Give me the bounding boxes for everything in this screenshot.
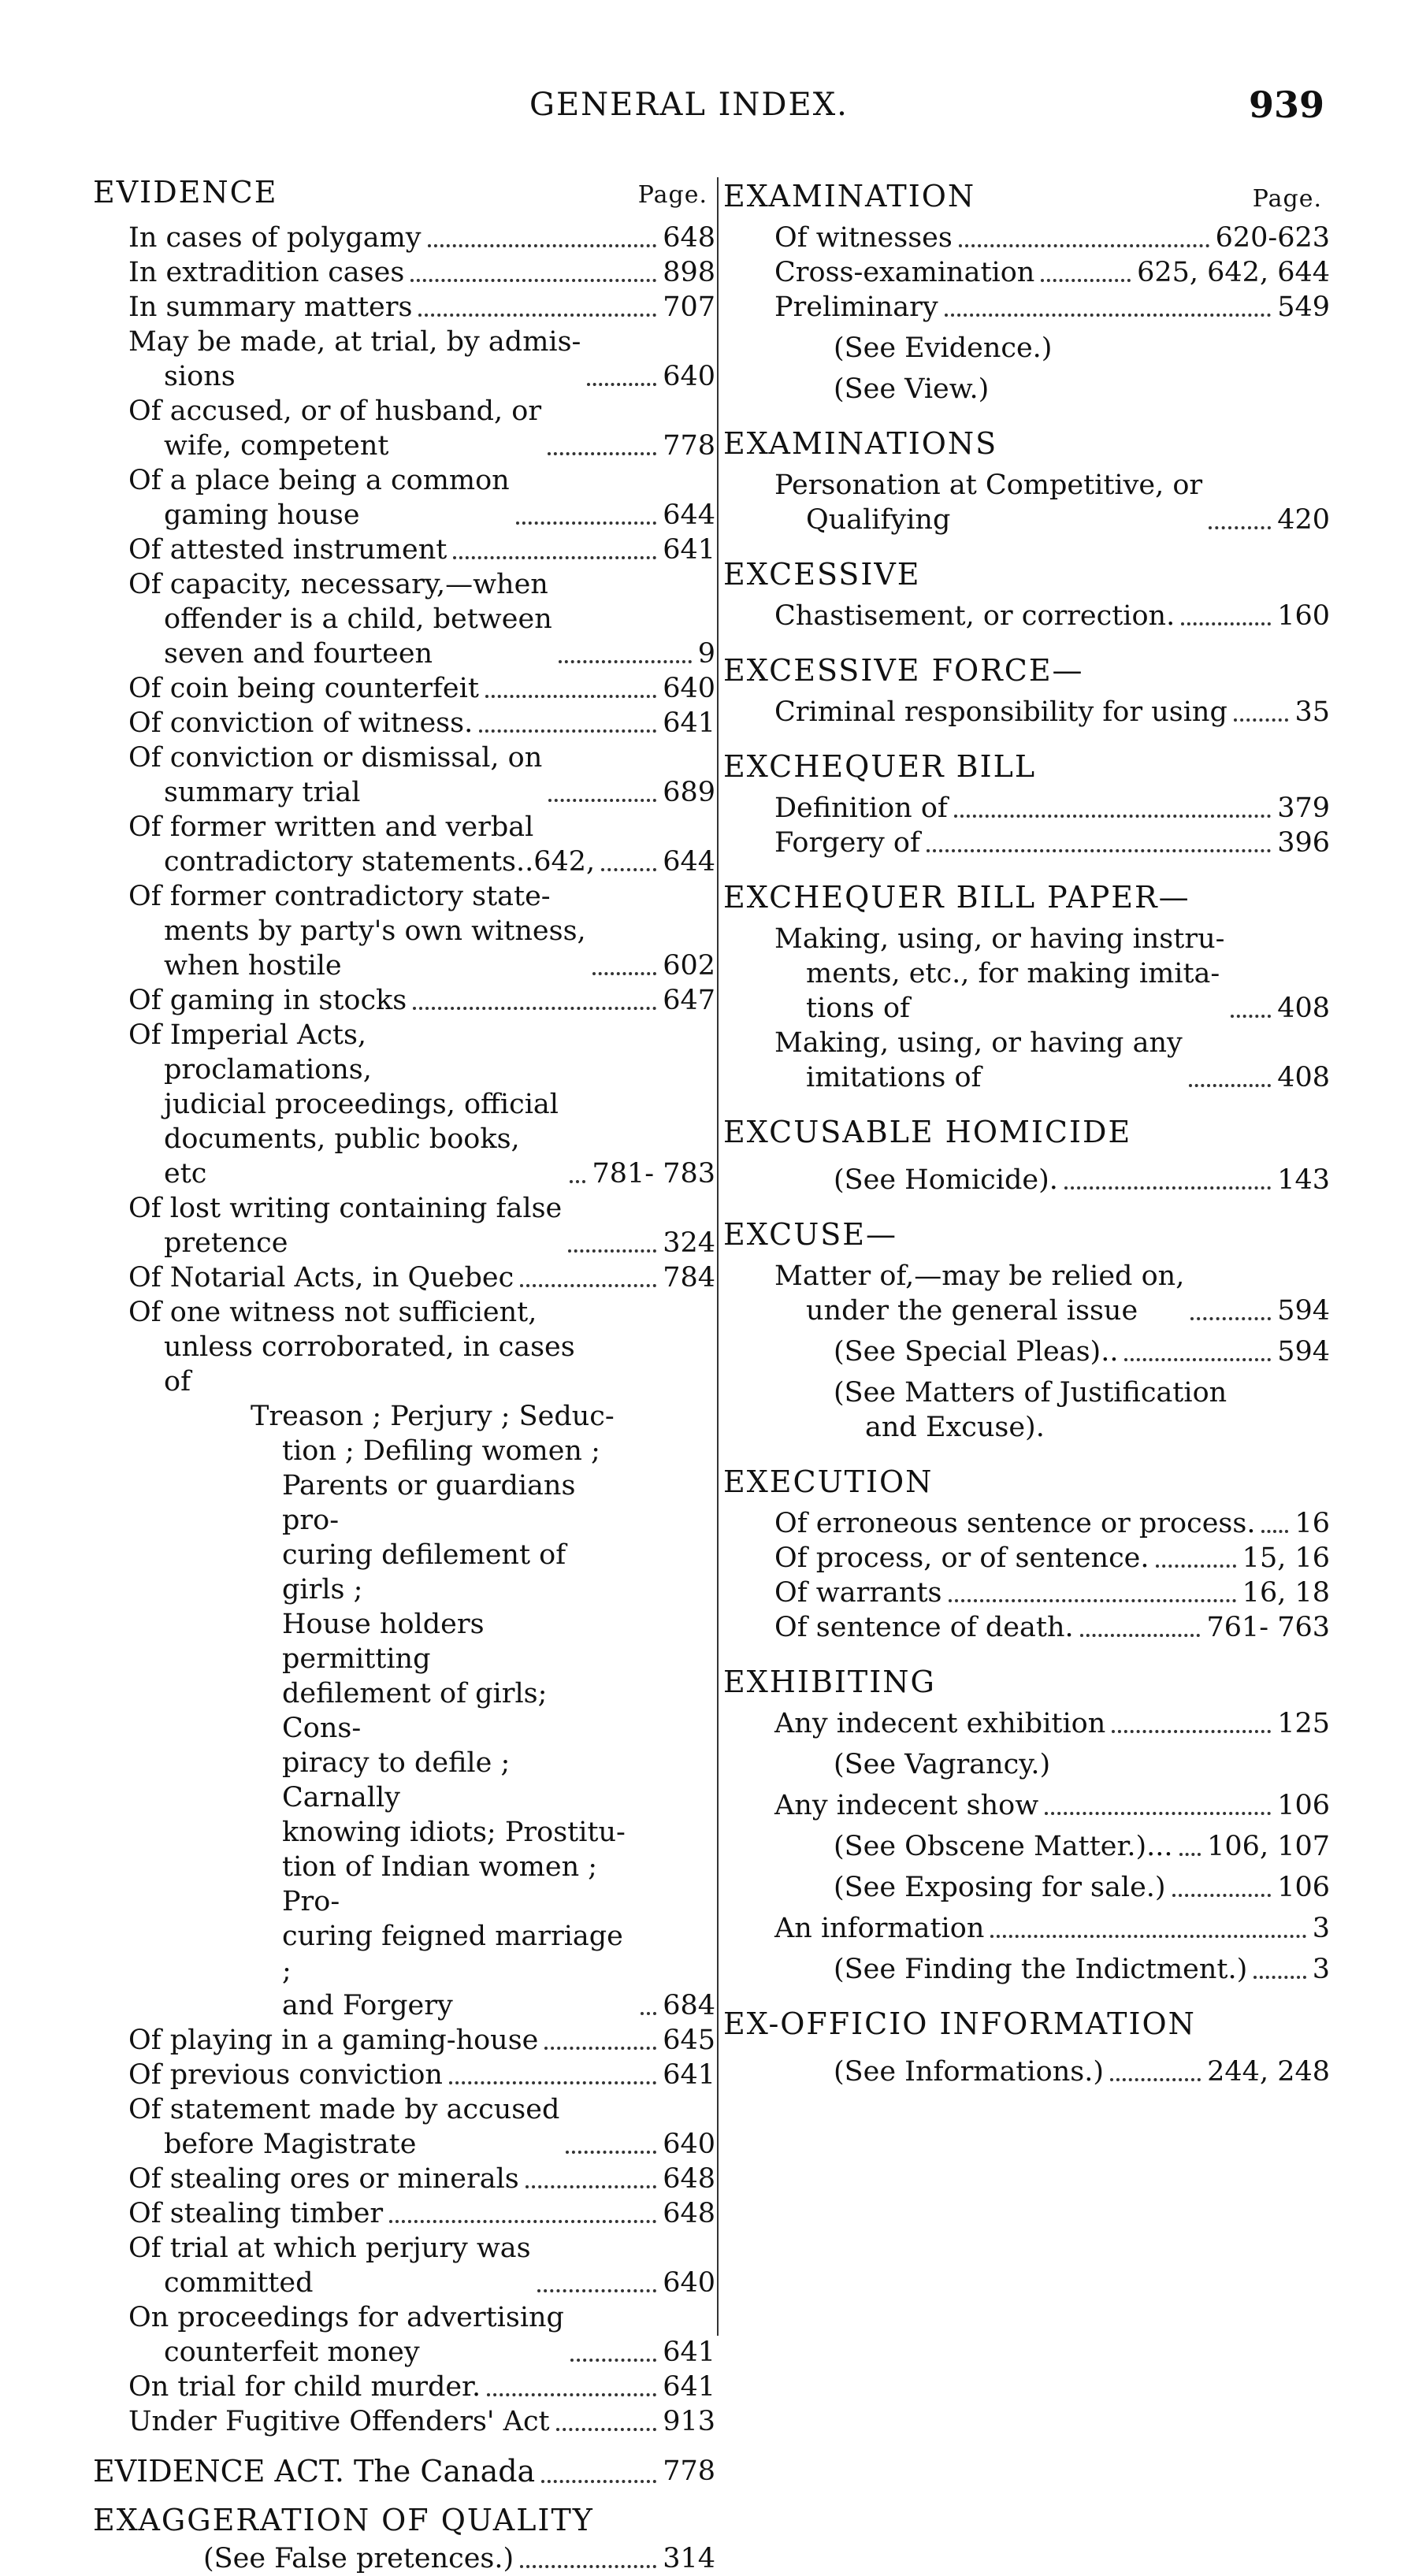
dot-leader — [1189, 1084, 1271, 1087]
entry-page: 602 — [663, 950, 715, 982]
left-entry-list — [93, 221, 715, 2439]
dot-leader — [1112, 1730, 1271, 1733]
section-heading: EXCHEQUER BILL — [723, 749, 1037, 784]
entry-page: 16, 18 — [1242, 1577, 1330, 1609]
index-section — [723, 745, 1330, 860]
index-section — [723, 649, 1330, 729]
index-entry — [723, 221, 1330, 255]
entry-text: Of warrants — [774, 1577, 942, 1609]
index-section — [723, 1661, 1330, 1987]
entry-text: Of one witness not sufficient, unless corroborated, in cases of — [128, 1297, 575, 1397]
entry-page: 625, 642, 644 — [1137, 257, 1330, 288]
entry-text: Of accused, or of husband, or wife, competent — [128, 395, 542, 462]
entry-text: (See False pretences.) — [203, 2543, 514, 2574]
entry-text: On trial for child murder. — [128, 2371, 481, 2403]
section-heading-row — [723, 1461, 1330, 1506]
section-heading: EXAMINATIONS — [723, 426, 998, 461]
index-entry — [723, 826, 1330, 860]
index-entry — [93, 325, 715, 394]
entry-text: Any indecent exhibition — [774, 1708, 1106, 1739]
dot-leader — [1172, 1894, 1272, 1897]
index-entry — [93, 2023, 715, 2058]
entry-text: (See Obscene Matter.)... — [834, 1831, 1173, 1862]
index-entry — [93, 983, 715, 1018]
see-reference — [723, 2054, 1330, 2089]
entry-page: 314 — [663, 2543, 715, 2574]
entry-page: 645 — [663, 2025, 715, 2056]
dot-leader — [592, 972, 657, 975]
entry-text: (See Special Pleas).. — [834, 1336, 1119, 1368]
index-entry — [93, 255, 715, 290]
index-entry — [93, 671, 715, 706]
index-entry — [93, 567, 715, 671]
entry-page: 707 — [663, 291, 715, 323]
dot-leader — [1253, 1976, 1305, 1979]
index-entry — [723, 468, 1330, 537]
dot-leader — [990, 1935, 1305, 1938]
dot-leader — [1080, 1634, 1201, 1637]
index-entry — [93, 463, 715, 533]
see-reference — [723, 1375, 1330, 1445]
index-entry — [93, 394, 715, 463]
dot-leader — [526, 2185, 656, 2188]
index-entry — [93, 533, 715, 567]
page-header — [0, 79, 1415, 134]
dot-leader — [548, 799, 656, 802]
index-entry — [93, 1295, 715, 1399]
index-entry — [93, 1191, 715, 1260]
entry-page: 324 — [663, 1227, 715, 1259]
dot-leader — [1045, 1812, 1271, 1815]
entry-text: Any indecent show — [774, 1790, 1039, 1821]
entry-page: 641 — [663, 707, 715, 739]
section-heading-row — [723, 175, 1330, 221]
index-entry — [93, 879, 715, 983]
entry-text: Of former written and verbal contradictory statements..642, — [128, 811, 596, 878]
index-section — [723, 553, 1330, 633]
index-entry — [723, 290, 1330, 325]
dot-leader — [548, 452, 656, 455]
dot-leader — [389, 2220, 656, 2223]
entry-text: Of stealing timber — [128, 2198, 384, 2229]
right-column — [723, 175, 1330, 2095]
entry-text: In cases of polygamy — [128, 222, 422, 254]
entry-page: 594 — [1277, 1295, 1330, 1327]
dot-leader — [559, 660, 692, 663]
dot-leader — [1231, 1015, 1271, 1018]
index-entry — [93, 1399, 715, 2023]
dot-leader — [487, 2393, 656, 2396]
entry-page: 160 — [1277, 600, 1330, 632]
dot-leader — [570, 1180, 585, 1183]
entry-page: 761- 763 — [1206, 1612, 1330, 1643]
entry-text: Of previous conviction — [128, 2059, 443, 2091]
dot-leader — [537, 2289, 657, 2292]
dot-leader — [587, 383, 656, 386]
entry-text: May be made, at trial, by admis- sions — [128, 326, 581, 392]
entry-text: Preliminary — [774, 291, 938, 323]
entry-text: Making, using, or having instru- ments, etc., for making imita- tions of — [774, 923, 1225, 1024]
dot-leader — [479, 729, 656, 733]
section-heading-row — [723, 649, 1330, 695]
entry-page: 3 — [1312, 1954, 1330, 1985]
index-entry — [723, 1788, 1330, 1823]
entry-text: Chastisement, or correction. — [774, 600, 1175, 632]
entry-page: 244, 248 — [1207, 2056, 1330, 2088]
entry-text: Personation at Competitive, or Qualifying — [774, 470, 1203, 536]
index-section — [723, 1111, 1330, 1197]
index-section — [723, 2003, 1330, 2089]
page-label: Page. — [637, 181, 708, 209]
entry-page: 143 — [1277, 1164, 1330, 1196]
dot-leader — [449, 2081, 656, 2084]
entry-page: 640 — [663, 2129, 715, 2160]
section-heading: EXCHEQUER BILL PAPER— — [723, 880, 1190, 915]
index-entry — [723, 791, 1330, 826]
see-reference — [723, 1163, 1330, 1197]
entry-page: 644 — [663, 499, 715, 531]
section-heading-row — [723, 553, 1330, 599]
see-reference — [723, 1952, 1330, 1987]
dot-leader — [1261, 1530, 1288, 1533]
index-entry — [93, 290, 715, 325]
dot-leader — [485, 695, 656, 698]
index-entry — [723, 599, 1330, 633]
entry-page: 781- 783 — [592, 1158, 715, 1190]
entry-text: Of capacity, necessary,—when offender is a child, between seven and fourteen — [128, 569, 552, 670]
index-entry — [723, 922, 1330, 1026]
see-reference — [723, 1334, 1330, 1369]
entry-page: 620-623 — [1215, 222, 1330, 254]
entry-text: Treason ; Perjury ; Seduc- tion ; Defiling women ; Parents or guardians pro- curing defilement of girls ; House holders permitting defilement of girls; Cons- piracy to defile ; Carnally knowing idiots; Prostitu- tion of Indian women ; Pro- curing feigned marriage ; and Forgery — [251, 1401, 626, 2021]
dot-leader — [954, 815, 1271, 818]
dot-leader — [945, 314, 1272, 317]
dot-leader — [949, 1599, 1236, 1602]
section-heading: EX-OFFICIO INFORMATION — [723, 2006, 1196, 2041]
entry-text: Of gaming in stocks — [128, 985, 407, 1016]
entry-page: 641 — [663, 2059, 715, 2091]
dot-leader — [428, 244, 657, 247]
section-heading: EXCUSABLE HOMICIDE — [723, 1115, 1132, 1149]
entry-page: 640 — [663, 673, 715, 704]
dot-leader — [544, 2047, 656, 2050]
entry-page: 15, 16 — [1242, 1542, 1330, 1574]
index-entry — [93, 810, 715, 879]
index-entry — [723, 255, 1330, 290]
section-heading: EXCESSIVE FORCE— — [723, 653, 1084, 688]
entry-text: Of statement made by accused before Magistrate — [128, 2094, 560, 2160]
entry-page: 898 — [663, 257, 715, 288]
section-heading: EXCESSIVE — [723, 557, 921, 592]
index-section — [723, 876, 1330, 1095]
running-title: GENERAL INDEX. — [529, 87, 849, 123]
dot-leader — [566, 2151, 656, 2154]
entry-page: 379 — [1277, 792, 1330, 824]
index-section — [723, 1213, 1330, 1445]
entry-text: Definition of — [774, 792, 948, 824]
entry-page: 641 — [663, 2371, 715, 2403]
entry-page: 106 — [1277, 1790, 1330, 1821]
dot-leader — [556, 2428, 657, 2431]
dot-leader — [418, 314, 656, 317]
page-number: 939 — [1249, 84, 1325, 126]
dot-leader — [641, 2012, 656, 2015]
entry-page: 778 — [663, 430, 715, 462]
index-section — [723, 422, 1330, 537]
index-entry — [723, 1706, 1330, 1741]
entry-text: Of Imperial Acts, proclamations, judicial proceedings, official documents, public books, etc — [128, 1019, 559, 1190]
dot-leader — [1124, 1358, 1271, 1361]
entry-page: 16 — [1294, 1508, 1330, 1539]
entry-text: (See Informations.) — [834, 2056, 1104, 2088]
entry-page: 648 — [663, 222, 715, 254]
index-entry — [93, 2058, 715, 2092]
entry-text: (See Homicide). — [834, 1164, 1058, 1196]
dot-leader — [568, 1249, 656, 1253]
entry-text: Under Fugitive Offenders' Act — [128, 2406, 550, 2437]
entry-text: Of witnesses — [774, 222, 953, 254]
index-section — [723, 1461, 1330, 1645]
entry-text: Of stealing ores or minerals — [128, 2163, 519, 2195]
index-entry — [723, 695, 1330, 729]
section-heading-row — [723, 422, 1330, 468]
exaggeration-see-entry — [93, 2541, 715, 2576]
index-entry — [93, 1260, 715, 1295]
index-entry — [723, 1506, 1330, 1541]
section-heading: EXECUTION — [723, 1464, 934, 1499]
entry-text: (See Vagrancy.) — [834, 1749, 1051, 1780]
dot-leader — [1190, 1317, 1271, 1320]
entry-text: Of erroneous sentence or process. — [774, 1508, 1256, 1539]
entry-page: 641 — [663, 2337, 715, 2368]
entry-page: 106, 107 — [1207, 1831, 1330, 1862]
index-entry — [93, 2370, 715, 2404]
entry-page: 784 — [663, 1262, 715, 1294]
dot-leader — [453, 556, 656, 559]
section-heading: EXCUSE— — [723, 1217, 897, 1252]
dot-leader — [410, 279, 656, 282]
entry-page: 647 — [663, 985, 715, 1016]
entry-text: On proceedings for advertising counterfeit money — [128, 2302, 564, 2368]
entry-page: 640 — [663, 361, 715, 392]
evidence-act-entry — [93, 2450, 715, 2492]
entry-page: 9 — [697, 638, 715, 670]
entry-text: An information — [774, 1913, 985, 1944]
dot-leader — [413, 1007, 656, 1010]
entry-page: 396 — [1277, 827, 1330, 859]
entry-page: 640 — [663, 2267, 715, 2299]
entry-text: Of playing in a gaming-house — [128, 2025, 539, 2056]
index-entry — [723, 1026, 1330, 1095]
section-heading: EXAMINATION — [723, 179, 976, 213]
dot-leader — [1179, 1853, 1201, 1856]
left-heading-row — [93, 175, 715, 221]
column-divider — [717, 177, 719, 2336]
index-entry — [723, 1541, 1330, 1576]
entry-text: Matter of,—may be relied on, under the general issue — [774, 1260, 1185, 1327]
entry-text: (See Matters of Justification and Excuse). — [834, 1377, 1227, 1443]
dot-leader — [927, 849, 1271, 852]
entry-page: 3 — [1312, 1913, 1330, 1944]
see-reference — [723, 1829, 1330, 1864]
section-heading-row — [723, 1661, 1330, 1706]
dot-leader — [1156, 1565, 1236, 1568]
see-reference — [723, 1747, 1330, 1782]
entry-page: 408 — [1277, 993, 1330, 1024]
index-entry — [723, 1610, 1330, 1645]
entry-text: (See View.) — [834, 373, 990, 405]
index-entry — [93, 221, 715, 255]
entry-page: 549 — [1277, 291, 1330, 323]
left-column — [93, 175, 715, 2576]
entry-text: Of a place being a common gaming house — [128, 465, 510, 531]
see-reference — [723, 331, 1330, 366]
dot-leader — [1110, 2078, 1201, 2081]
dot-leader — [1041, 279, 1131, 282]
dot-leader — [516, 522, 656, 525]
entry-text: Cross-examination — [774, 257, 1035, 288]
section-heading-row — [723, 876, 1330, 922]
entry-page: 778 — [663, 2455, 715, 2487]
entry-page: 689 — [663, 777, 715, 808]
index-entry — [93, 741, 715, 810]
index-heading: EVIDENCE — [93, 175, 278, 210]
dot-leader — [959, 244, 1209, 247]
index-entry — [93, 2092, 715, 2162]
index-entry — [723, 1576, 1330, 1610]
entry-text: In summary matters — [128, 291, 413, 323]
entry-page: 106 — [1277, 1872, 1330, 1903]
entry-page: 648 — [663, 2198, 715, 2229]
entry-page: 641 — [663, 534, 715, 566]
entry-text: Of attested instrument — [128, 534, 448, 566]
index-entry — [93, 2300, 715, 2370]
dot-leader — [520, 1284, 656, 1287]
entry-page: 913 — [663, 2406, 715, 2437]
entry-text: Criminal responsibility for using — [774, 696, 1227, 728]
section-heading: EXHIBITING — [723, 1665, 936, 1699]
entry-text: (See Exposing for sale.) — [834, 1872, 1166, 1903]
entry-text: Of conviction or dismissal, on summary trial — [128, 742, 543, 808]
entry-page: 125 — [1277, 1708, 1330, 1739]
dot-leader — [1234, 718, 1289, 722]
entry-text: (See Evidence.) — [834, 332, 1053, 364]
entry-text: (See Finding the Indictment.) — [834, 1954, 1248, 1985]
entry-text: Of sentence of death. — [774, 1612, 1074, 1643]
index-entry — [93, 706, 715, 741]
dot-leader — [601, 868, 656, 871]
index-entry — [723, 1259, 1330, 1328]
entry-text: Of lost writing containing false pretence — [128, 1193, 563, 1259]
entry-text: Of Notarial Acts, in Quebec — [128, 1262, 514, 1294]
entry-text: Of process, or of sentence. — [774, 1542, 1149, 1574]
dot-leader — [570, 2359, 656, 2362]
entry-page: 644 — [663, 846, 715, 878]
index-entry — [93, 2196, 715, 2231]
entry-page: 408 — [1277, 1062, 1330, 1093]
dot-leader — [541, 2480, 656, 2483]
dot-leader — [1064, 1186, 1271, 1190]
exaggeration-heading: EXAGGERATION OF QUALITY — [93, 2503, 594, 2537]
section-heading-row — [723, 1213, 1330, 1259]
entry-page: 420 — [1277, 504, 1330, 536]
index-entry — [93, 2162, 715, 2196]
entry-page: 648 — [663, 2163, 715, 2195]
entry-text: Forgery of — [774, 827, 920, 859]
entry-text: Of former contradictory state- ments by party's own witness, when hostile — [128, 881, 586, 982]
see-reference — [723, 1870, 1330, 1905]
entry-page: 35 — [1294, 696, 1330, 728]
entry-text: Of coin being counterfeit — [128, 673, 479, 704]
section-heading-row — [723, 745, 1330, 791]
dot-leader — [1209, 526, 1271, 529]
dot-leader — [1181, 622, 1271, 625]
index-entry — [93, 2404, 715, 2439]
see-reference — [723, 372, 1330, 406]
section-heading-row — [723, 2003, 1330, 2048]
dot-leader — [520, 2565, 656, 2568]
page-label: Page. — [1252, 185, 1322, 213]
index-entry — [93, 1018, 715, 1191]
entry-text: Of trial at which perjury was committed — [128, 2233, 531, 2299]
entry-text: Of conviction of witness. — [128, 707, 474, 739]
section-heading-row — [723, 1111, 1330, 1156]
index-section — [723, 175, 1330, 406]
index-entry — [723, 1911, 1330, 1946]
entry-text: EVIDENCE ACT. The Canada — [93, 2454, 536, 2489]
entry-text: Making, using, or having any imitations of — [774, 1027, 1183, 1093]
index-entry — [93, 2231, 715, 2300]
entry-page: 684 — [663, 1990, 715, 2021]
entry-page: 594 — [1277, 1336, 1330, 1368]
entry-text: In extradition cases — [128, 257, 405, 288]
